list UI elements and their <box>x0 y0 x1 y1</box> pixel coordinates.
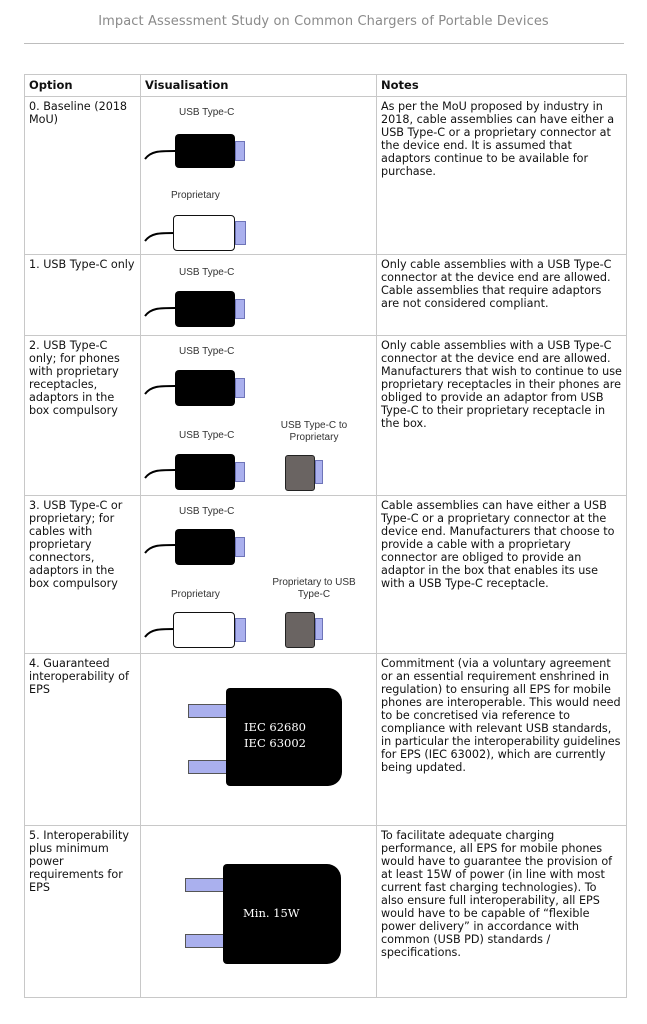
notes-cell: Only cable assemblies with a USB Type-C connector at the device end are allowed. Cable assemblies that require adaptors are not considered compliant. <box>377 255 627 336</box>
visualisation-cell <box>141 654 377 826</box>
usb-c-plug-tip <box>235 141 245 161</box>
notes-cell: Only cable assemblies with a USB Type-C connector at the device end are allowed. Manufacturers that wish to continue to use proprietary receptacles in their phones are obliged to provide an adaptor from USB Type-C to their proprietary receptacle in the box. <box>377 336 627 496</box>
table-row <box>25 496 627 654</box>
notes-cell: Commitment (via a voluntary agreement or an essential requirement enshrined in regulation) to ensuring all EPS for mobile phones are interoperable. This would need to be concretised via reference to compliance with relevant USB standards, in particular the interoperability guidelines for EPS (IEC 63002), which are currently being updated. <box>377 654 627 826</box>
proprietary-label: Proprietary <box>171 589 220 600</box>
table-header-row <box>25 75 627 97</box>
column-header-option: Option <box>25 75 141 97</box>
usb-c-plug-tip <box>235 537 245 557</box>
visualisation-cell <box>141 97 377 255</box>
options-table <box>24 74 627 998</box>
usb-c-cable-connector <box>175 370 235 406</box>
usb-c-label: USB Type-C <box>179 107 235 118</box>
table-row <box>25 826 627 998</box>
proprietary-to-usb-c-label: Proprietary to USB Type-C <box>272 577 356 600</box>
eps-charger-icon <box>226 688 342 786</box>
usb-c-plug-tip <box>235 378 245 398</box>
visualisation-cell <box>141 336 377 496</box>
iec-62680-label: IEC 62680 <box>244 720 306 734</box>
proprietary-plug-tip <box>235 221 246 245</box>
usb-c-cable-connector <box>175 134 235 168</box>
usb-c-plug-tip <box>235 462 245 482</box>
notes-cell: Cable assemblies can have either a USB Type-C or a proprietary connector at the device end. Manufacturers that choose to provide a cable with a proprietary connector are obliged to provide an adaptor in the box that enables its use with a USB Type-C receptacle. <box>377 496 627 654</box>
column-header-notes: Notes <box>377 75 627 97</box>
usb-c-cable-connector <box>175 291 235 327</box>
usb-c-label: USB Type-C <box>179 430 235 441</box>
option-cell: 2. USB Type-C only; for phones with proprietary receptacles, adaptors in the box compulsory <box>25 336 141 496</box>
eps-charger-icon <box>223 864 341 964</box>
option-cell: 1. USB Type-C only <box>25 255 141 336</box>
header-divider <box>24 43 624 44</box>
option-cell: 3. USB Type-C or proprietary; for cables with proprietary connectors, adaptors in the box compulsory <box>25 496 141 654</box>
proprietary-to-usb-c-adaptor <box>285 612 315 648</box>
usb-c-label: USB Type-C <box>179 506 235 517</box>
iec-63002-label: IEC 63002 <box>244 736 306 750</box>
proprietary-label: Proprietary <box>171 190 220 201</box>
proprietary-cable-connector <box>173 612 235 648</box>
table-row <box>25 255 627 336</box>
visualisation-cell <box>141 255 377 336</box>
usb-c-label: USB Type-C <box>179 346 235 357</box>
min-15w-label: Min. 15W <box>243 906 300 920</box>
visualisation-cell <box>141 826 377 998</box>
usb-c-label: USB Type-C <box>179 267 235 278</box>
usb-c-to-proprietary-label: USB Type-C to Proprietary <box>280 420 348 443</box>
visualisation-cell <box>141 496 377 654</box>
usb-c-plug-tip <box>235 299 245 319</box>
table-row <box>25 654 627 826</box>
option-cell: 4. Guaranteed interoperability of EPS <box>25 654 141 826</box>
proprietary-plug-tip <box>235 618 246 642</box>
table-row <box>25 336 627 496</box>
notes-cell: To facilitate adequate charging performance, all EPS for mobile phones would have to guarantee the provision of at least 15W of power (in line with most current fast charging technologies). To also ensure full interoperability, all EPS would have to be capable of “flexible power delivery” in accordance with common (USB PD) standards / specifications. <box>377 826 627 998</box>
column-header-visualisation: Visualisation <box>141 75 377 97</box>
adaptor-plug-tip <box>315 460 323 484</box>
table-row <box>25 97 627 255</box>
usb-c-cable-connector <box>175 529 235 565</box>
usb-c-to-proprietary-adaptor <box>285 455 315 491</box>
proprietary-cable-connector <box>173 215 235 251</box>
page-header-title: Impact Assessment Study on Common Chargers of Portable Devices <box>98 14 549 29</box>
option-cell: 5. Interoperability plus minimum power requirements for EPS <box>25 826 141 998</box>
adaptor-plug-tip <box>315 618 323 640</box>
notes-cell: As per the MoU proposed by industry in 2018, cable assemblies can have either a USB Type-C or a proprietary connector at the device end. It is assumed that adaptors continue to be available for purchase. <box>377 97 627 255</box>
usb-c-cable-connector <box>175 454 235 490</box>
option-cell: 0. Baseline (2018 MoU) <box>25 97 141 255</box>
